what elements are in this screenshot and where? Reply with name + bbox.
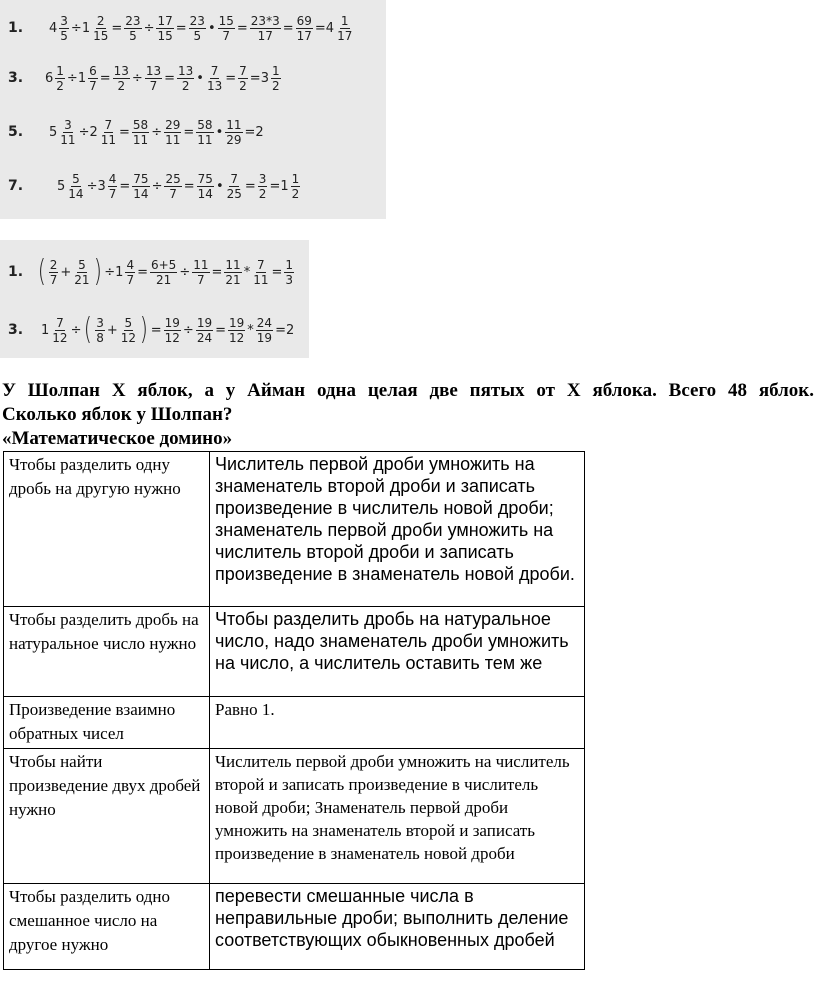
- fraction-numerator: 5: [72, 171, 80, 186]
- fraction-numerator: 6: [89, 63, 97, 78]
- fraction-denominator: 2: [239, 78, 247, 93]
- fraction: [206, 65, 223, 92]
- fraction-numerator: 17: [157, 13, 173, 28]
- table-row: [4, 749, 585, 884]
- fraction: [224, 259, 241, 286]
- fraction-numerator: 11: [193, 257, 209, 272]
- exercise-expression: [44, 65, 282, 92]
- fraction-numerator: 69: [296, 13, 312, 28]
- math-symbol: ÷2: [78, 124, 98, 140]
- math-symbol: =: [183, 124, 195, 140]
- fraction-denominator: 25: [226, 186, 242, 201]
- fraction: [113, 65, 130, 92]
- fraction-numerator: 1: [271, 63, 280, 78]
- fraction-denominator: 7: [169, 186, 177, 201]
- math-symbol: *: [243, 264, 251, 280]
- fraction-numerator: 2: [49, 257, 58, 272]
- parenthesis: ): [139, 312, 148, 347]
- math-symbol: =: [183, 178, 195, 194]
- fraction: [67, 173, 84, 200]
- fraction-denominator: 3: [285, 272, 294, 287]
- math-symbol: =: [119, 124, 130, 140]
- fraction: [164, 173, 181, 200]
- exercise-number: 3.: [8, 322, 24, 338]
- math-symbol: =: [137, 264, 148, 280]
- fraction: [177, 65, 194, 92]
- fraction: [225, 119, 242, 146]
- fraction: [92, 15, 109, 42]
- exercise-expression: [48, 119, 265, 146]
- fraction: [108, 173, 118, 200]
- fraction-denominator: 12: [164, 330, 180, 345]
- math-symbol: 6: [45, 70, 54, 86]
- fraction: [150, 259, 177, 286]
- exercise-panel-2: [0, 240, 309, 358]
- fraction: [284, 259, 294, 286]
- math-symbol: •: [207, 20, 216, 36]
- fraction: [51, 317, 68, 344]
- table-cell-question: Чтобы разделить одно смешанное число на другое нужно: [4, 884, 210, 970]
- fraction-denominator: 11: [165, 132, 181, 147]
- exercise-expression: [56, 173, 301, 200]
- fraction-numerator: 3: [60, 13, 68, 28]
- fraction-denominator: 11: [132, 132, 149, 147]
- fraction-denominator: 17: [257, 28, 273, 43]
- fraction-numerator: 58: [132, 117, 149, 132]
- fraction: [252, 259, 269, 286]
- fraction: [271, 65, 281, 92]
- math-symbol: =1: [269, 178, 289, 194]
- math-symbol: 5: [49, 124, 58, 140]
- table-cell-question: Чтобы найти произведение двух дробей нужно: [4, 749, 210, 884]
- fraction-numerator: 3: [258, 171, 267, 186]
- fraction: [55, 65, 65, 92]
- fraction: [88, 65, 98, 92]
- table-cell-answer: перевести смешанные числа в неправильные дроби; выполнить деление соответствующих обыкновенных дробей: [210, 884, 585, 970]
- fraction: [120, 317, 137, 344]
- fraction-denominator: 11: [253, 272, 269, 287]
- math-symbol: ÷1: [104, 264, 124, 280]
- math-symbol: ÷: [131, 70, 143, 86]
- math-symbol: ÷: [151, 124, 163, 140]
- math-symbol: =: [282, 20, 294, 36]
- fraction: [296, 15, 313, 42]
- fraction-denominator: 5: [60, 28, 68, 43]
- fraction-numerator: 13: [145, 63, 162, 78]
- fraction: [336, 15, 353, 42]
- table-row: [4, 452, 585, 607]
- fraction: [250, 15, 281, 42]
- fraction: [291, 173, 301, 200]
- math-symbol: •: [215, 178, 224, 194]
- domino-heading: «Математическое домино»: [2, 428, 233, 449]
- fraction-denominator: 7: [89, 78, 97, 93]
- fraction: [59, 15, 69, 42]
- math-symbol: ÷: [143, 20, 155, 36]
- fraction: [132, 173, 149, 200]
- math-symbol: ÷1: [66, 70, 87, 86]
- fraction: [125, 259, 135, 286]
- fraction-denominator: 24: [196, 330, 213, 345]
- math-symbol: ÷: [179, 264, 191, 280]
- fraction-numerator: 7: [210, 63, 219, 78]
- fraction-numerator: 75: [133, 171, 149, 186]
- fraction-denominator: 5: [129, 28, 137, 43]
- fraction-numerator: 6+5: [150, 257, 177, 272]
- fraction-denominator: 21: [225, 272, 241, 287]
- fraction: [228, 317, 245, 344]
- fraction-numerator: 3: [96, 315, 104, 330]
- fraction-numerator: 11: [226, 117, 242, 132]
- parenthesis: ): [93, 254, 102, 289]
- fraction: [226, 173, 243, 200]
- fraction-denominator: 2: [181, 78, 190, 93]
- math-symbol: =: [236, 20, 248, 36]
- exercise-number: 5.: [8, 124, 24, 140]
- table-cell-question: Чтобы разделить дробь на натуральное число нужно: [4, 607, 210, 697]
- math-symbol: *: [247, 322, 254, 338]
- fraction-numerator: 5: [78, 257, 86, 272]
- fraction-numerator: 19: [196, 315, 213, 330]
- fraction: [218, 15, 235, 42]
- math-symbol: 1: [41, 322, 50, 338]
- math-symbol: =: [244, 178, 256, 194]
- math-symbol: =: [225, 70, 237, 86]
- table-row: [4, 884, 585, 970]
- exercise-panel-1: [0, 0, 386, 219]
- fraction-denominator: 2: [56, 78, 64, 93]
- exercise-expression: [48, 15, 354, 42]
- fraction: [100, 119, 117, 146]
- math-symbol: •: [196, 70, 204, 86]
- fraction-denominator: 15: [93, 28, 109, 43]
- fraction-denominator: 19: [256, 330, 273, 345]
- fraction: [196, 119, 213, 146]
- table-cell-answer: Числитель первой дроби умножить на числитель второй и записать произведение в числитель новой дроби; Знаменатель первой дроби умножить на знаменатель второй и записать произведение в знаменатель новой дроби: [210, 749, 585, 884]
- fraction-numerator: 5: [124, 315, 133, 330]
- fraction-denominator: 14: [133, 186, 149, 201]
- math-symbol: •: [215, 124, 224, 140]
- fraction-denominator: 7: [149, 78, 158, 93]
- fraction-denominator: 12: [229, 330, 245, 345]
- table-cell-answer: Числитель первой дроби умножить на знаменатель второй дроби и записать произведение в числитель новой дроби; знаменатель первой дроби умножить на числитель второй дроби и записать произведение в знаменатель новой дроби.: [210, 452, 585, 607]
- fraction-denominator: 2: [258, 186, 267, 201]
- math-symbol: ÷: [151, 178, 163, 194]
- fraction: [124, 15, 141, 42]
- fraction: [189, 15, 206, 42]
- fraction-denominator: 11: [60, 132, 76, 147]
- fraction: [238, 65, 248, 92]
- exercise-number: 1.: [8, 264, 24, 280]
- word-problem: [2, 379, 814, 427]
- fraction-denominator: 7: [222, 28, 231, 43]
- fraction-numerator: 75: [197, 171, 213, 186]
- fraction-denominator: 11: [100, 132, 117, 147]
- math-symbol: =3: [249, 70, 269, 86]
- table-cell-question: Произведение взаимно обратных чисел: [4, 697, 210, 749]
- math-symbol: =: [150, 322, 162, 338]
- fraction-denominator: 8: [96, 330, 104, 345]
- fraction-numerator: 19: [229, 315, 245, 330]
- fraction-denominator: 12: [120, 330, 137, 345]
- math-symbol: =: [99, 70, 111, 86]
- math-symbol: =: [271, 264, 283, 280]
- math-symbol: =: [175, 20, 187, 36]
- exercise-expression: [40, 312, 295, 347]
- fraction-numerator: 7: [257, 257, 265, 272]
- fraction-denominator: 12: [52, 330, 68, 345]
- fraction-denominator: 11: [197, 132, 213, 147]
- parenthesis: (: [84, 312, 93, 347]
- math-symbol: =: [164, 70, 176, 86]
- table-cell-question: Чтобы разделить одну дробь на другую нужно: [4, 452, 210, 607]
- fraction: [145, 65, 162, 92]
- fraction: [192, 259, 209, 286]
- fraction-denominator: 14: [197, 186, 213, 201]
- math-symbol: =4: [314, 20, 335, 36]
- fraction-numerator: 23: [189, 13, 205, 28]
- math-symbol: =2: [244, 124, 264, 140]
- fraction-numerator: 7: [104, 117, 113, 132]
- fraction-denominator: 2: [117, 78, 126, 93]
- fraction-denominator: 7: [197, 272, 205, 287]
- exercise-number: 1.: [8, 20, 24, 36]
- fraction: [196, 317, 213, 344]
- fraction-denominator: 7: [49, 272, 58, 287]
- fraction-numerator: 24: [256, 315, 273, 330]
- fraction-numerator: 23: [125, 13, 141, 28]
- fraction-denominator: 21: [156, 272, 172, 287]
- fraction-denominator: 17: [337, 28, 353, 43]
- fraction-denominator: 15: [157, 28, 173, 43]
- fraction-numerator: 29: [165, 117, 181, 132]
- fraction: [156, 15, 173, 42]
- table-cell-answer: Чтобы разделить дробь на натуральное число, надо знаменатель дроби умножить на число, а числитель оставить тем же: [210, 607, 585, 697]
- math-symbol: ÷1: [70, 20, 91, 36]
- math-symbol: =2: [275, 322, 295, 338]
- math-symbol: 4: [49, 20, 58, 36]
- domino-table: [3, 451, 585, 970]
- fraction-denominator: 5: [193, 28, 202, 43]
- fraction-numerator: 4: [126, 257, 135, 272]
- fraction: [258, 173, 268, 200]
- fraction: [132, 119, 149, 146]
- fraction-denominator: 13: [206, 78, 223, 93]
- fraction-numerator: 58: [197, 117, 213, 132]
- fraction: [49, 259, 59, 286]
- word-problem-line-2: Сколько яблок у Шолпан?: [2, 404, 233, 425]
- exercise-number: 3.: [8, 70, 24, 86]
- fraction: [164, 317, 181, 344]
- fraction-numerator: 25: [165, 171, 181, 186]
- table-row: [4, 607, 585, 697]
- fraction-numerator: 19: [164, 315, 180, 330]
- fraction-numerator: 23*3: [250, 13, 280, 28]
- fraction: [73, 259, 90, 286]
- fraction-numerator: 2: [96, 13, 105, 28]
- table-row: [4, 697, 585, 749]
- word-problem-line-1: У Шолпан Х яблок, а у Айман одна целая две пятых от Х яблока. Всего 48 яблок.: [2, 380, 814, 401]
- fraction: [256, 317, 273, 344]
- exercise-expression: [36, 254, 295, 289]
- fraction-numerator: 1: [56, 63, 64, 78]
- fraction: [95, 317, 105, 344]
- fraction: [59, 119, 76, 146]
- math-symbol: =: [215, 322, 227, 338]
- math-symbol: =: [119, 178, 131, 194]
- math-symbol: +: [106, 322, 118, 338]
- table-cell-answer: Равно 1.: [210, 697, 585, 749]
- fraction-numerator: 15: [218, 13, 234, 28]
- parenthesis: (: [37, 254, 46, 289]
- fraction-denominator: 2: [291, 186, 300, 201]
- fraction-numerator: 3: [64, 117, 72, 132]
- math-symbol: ÷: [70, 322, 82, 338]
- fraction-denominator: 17: [296, 28, 312, 43]
- fraction-numerator: 7: [239, 63, 247, 78]
- fraction-numerator: 13: [113, 63, 129, 78]
- fraction-numerator: 1: [285, 257, 294, 272]
- math-symbol: =: [211, 264, 223, 280]
- fraction-denominator: 21: [74, 272, 90, 287]
- math-symbol: +: [60, 264, 72, 280]
- fraction-denominator: 29: [226, 132, 242, 147]
- fraction: [164, 119, 181, 146]
- fraction: [197, 173, 214, 200]
- math-symbol: 5: [57, 178, 66, 194]
- math-symbol: ÷: [182, 322, 194, 338]
- fraction-numerator: 13: [178, 63, 194, 78]
- math-symbol: =: [111, 20, 123, 36]
- fraction-numerator: 1: [340, 13, 349, 28]
- fraction-numerator: 4: [108, 171, 117, 186]
- exercise-number: 7.: [8, 178, 24, 194]
- fraction-numerator: 7: [230, 171, 239, 186]
- fraction-denominator: 7: [126, 272, 135, 287]
- fraction-denominator: 14: [68, 186, 84, 201]
- fraction-numerator: 1: [291, 171, 300, 186]
- fraction-numerator: 11: [225, 257, 241, 272]
- math-symbol: ÷3: [86, 178, 106, 194]
- fraction-numerator: 7: [56, 315, 64, 330]
- fraction-denominator: 2: [271, 78, 280, 93]
- fraction-denominator: 7: [108, 186, 117, 201]
